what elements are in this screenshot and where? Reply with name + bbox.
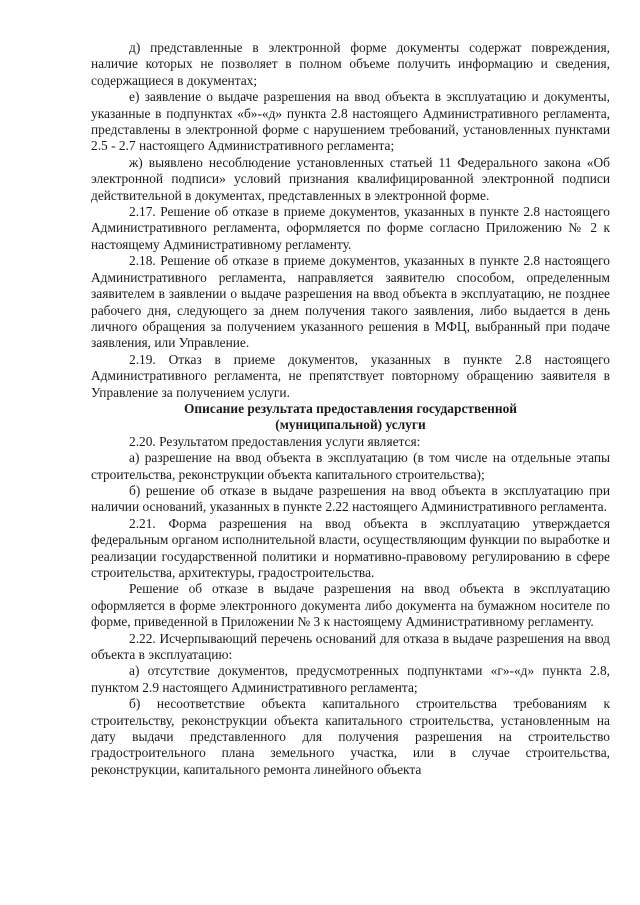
paragraph: д) представленные в электронной форме документы содержат повреждения, наличие которых не позволяет в полном объеме получить информацию и сведения, содержащиеся в документах; <box>91 40 610 88</box>
paragraph: 2.22. Исчерпывающий перечень оснований для отказа в выдаче разрешения на ввод объекта в эксплуатацию: <box>91 630 610 663</box>
paragraph: е) заявление о выдаче разрешения на ввод объекта в эксплуатацию и документы, указанные в подпунктах «б»-«д» пункта 2.8 настоящего Административного регламента, представлены в электронной форме с нарушением требований, установленных пунктами 2.5 - 2.7 настоящего Административного регламента; <box>91 89 610 154</box>
paragraph: ж) выявлено несоблюдение установленных статьей 11 Федерального закона «Об электронной подписи» условий признания квалифицированной электронной подписи действительной в документах, представленных в электронной форме. <box>91 154 610 203</box>
paragraph: 2.18. Решение об отказе в приеме документов, указанных в пункте 2.8 настоящего Административного регламента, направляется заявителю способом, определенным заявителем в заявлении о выдаче разрешения на ввод объекта в эксплуатацию, не позднее рабочего дня, следующего за днем получения такого заявления, либо выдается в день личного обращения за получением указанного решения в МФЦ, выбранный при подаче заявления, или Управление. <box>91 253 610 351</box>
paragraph: б) решение об отказе в выдаче разрешения на ввод объекта в эксплуатацию при наличии оснований, указанных в пункте 2.22 настоящего Административного регламента. <box>91 482 610 515</box>
paragraph: 2.17. Решение об отказе в приеме документов, указанных в пункте 2.8 настоящего Административного регламента, оформляется по форме согласно Приложению № 2 к настоящему Административному регламенту. <box>91 204 610 252</box>
paragraph: 2.21. Форма разрешения на ввод объекта в эксплуатацию утверждается федеральным органом исполнительной власти, осуществляющим функции по выработке и реализации государственной политики и нормативно-правовому регулированию в сфере строительства, архитектуры, градостроительства. <box>91 515 610 580</box>
paragraph: 2.19. Отказ в приеме документов, указанных в пункте 2.8 настоящего Административного регламента, не препятствует повторному обращению заявителя в Управление за получением услуги. <box>91 351 610 400</box>
paragraphs-before <box>91 40 610 401</box>
paragraph: 2.20. Результатом предоставления услуги является: <box>129 433 421 449</box>
paragraph: а) разрешение на ввод объекта в эксплуатацию (в том числе на отдельные этапы строительства, реконструкции объекта капитального строительства); <box>91 450 610 482</box>
paragraph: Решение об отказе в выдаче разрешения на ввод объекта в эксплуатацию оформляется в форме электронного документа либо документа на бумажном носителе по форме, приведенной в Приложении № 3 к настоящему Административному регламенту. <box>91 581 610 630</box>
paragraphs-after <box>91 434 610 779</box>
section-heading-line: (муниципальной) услуги <box>275 417 426 433</box>
section-heading-line: Описание результата предоставления государственной <box>183 400 517 416</box>
document-page <box>91 40 610 778</box>
paragraph: а) отсутствие документов, предусмотренных подпунктами «г»-«д» пункта 2.8, пунктом 2.9 настоящего Административного регламента; <box>91 663 610 695</box>
section-heading <box>91 401 610 434</box>
paragraph: б) несоответствие объекта капитального строительства требованиям к строительству, реконструкции объекта капитального строительства, установленным на дату выдачи представленного для получения разрешения на строительство градостроительного плана земельного участка, или в случае строительства, реконструкции, капитального ремонта линейного объекта <box>91 696 610 777</box>
